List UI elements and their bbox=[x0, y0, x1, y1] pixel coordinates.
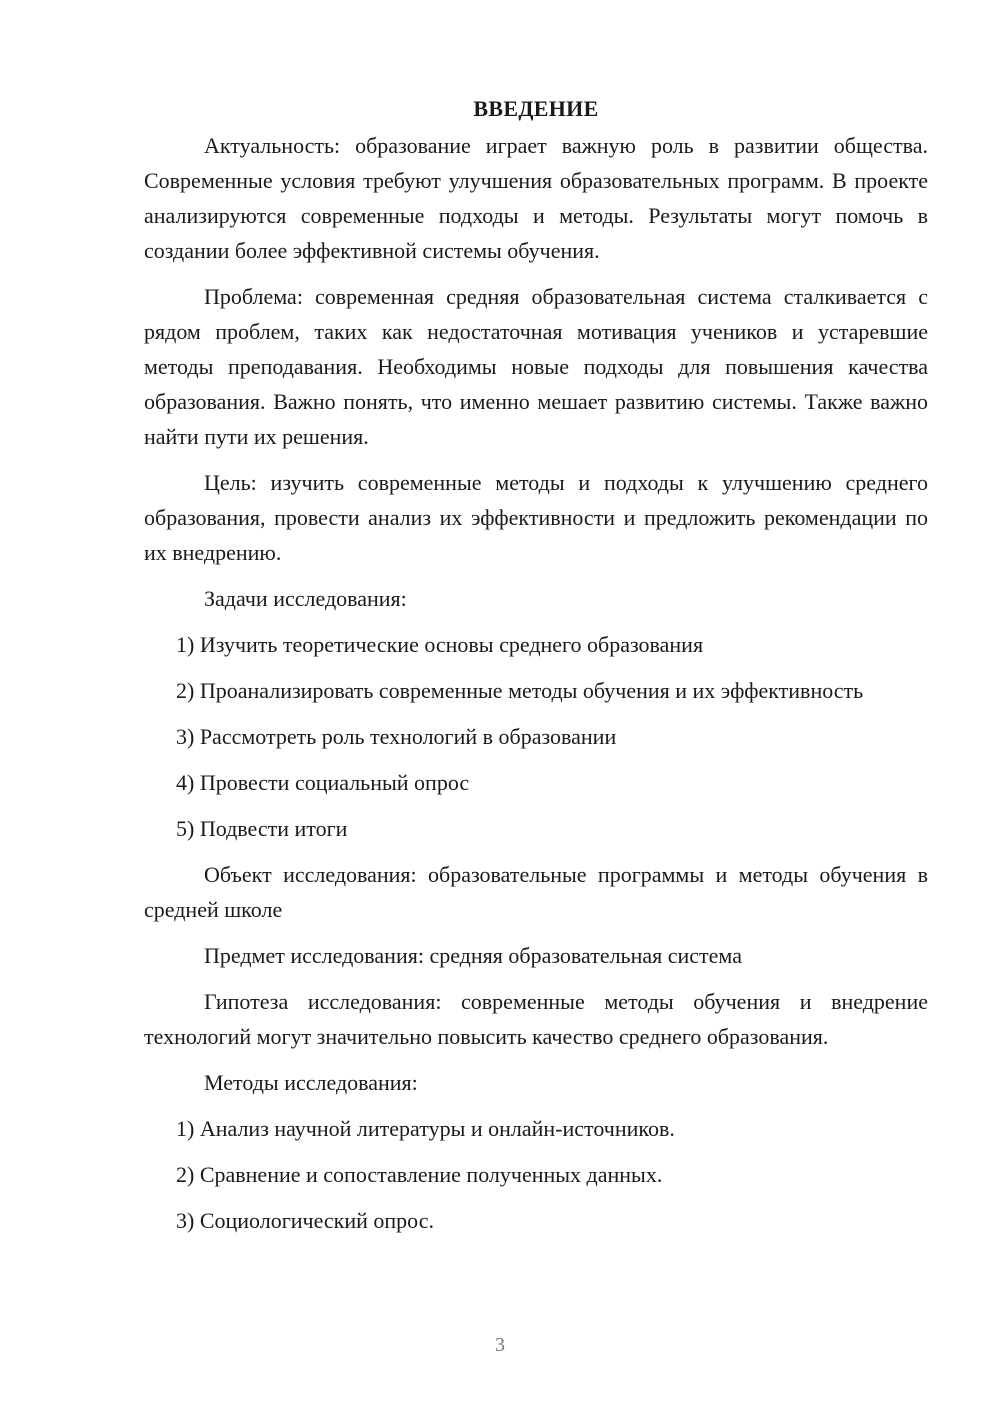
task-item: 4) Провести социальный опрос bbox=[176, 770, 470, 795]
page-number: 3 bbox=[495, 1334, 505, 1356]
paragraph-hypothesis: Гипотеза исследования: современные методы обучения и внедрение технологий могут значительно повысить качество среднего образования. bbox=[144, 989, 928, 1049]
method-item: 1) Анализ научной литературы и онлайн-источников. bbox=[176, 1116, 675, 1141]
method-item: 3) Социологический опрос. bbox=[176, 1208, 434, 1233]
paragraph-subject: Предмет исследования: средняя образовательная система bbox=[204, 943, 742, 968]
document-page bbox=[144, 92, 928, 1249]
task-item: 5) Подвести итоги bbox=[176, 816, 348, 841]
tasks-heading: Задачи исследования: bbox=[204, 586, 407, 611]
paragraph-problem: Проблема: современная средняя образовательная система сталкивается с рядом проблем, таких как недостаточная мотивация учеников и устаревшие методы преподавания. Необходимы новые подходы для повышения качества образования. Важно понять, что именно мешает развитию системы. Также важно найти пути их решения. bbox=[144, 284, 928, 449]
paragraph-goal: Цель: изучить современные методы и подходы к улучшению среднего образования, провести анализ их эффективности и предложить рекомендации по их внедрению. bbox=[144, 470, 928, 565]
method-item: 2) Сравнение и сопоставление полученных данных. bbox=[176, 1162, 663, 1187]
task-item: 2) Проанализировать современные методы обучения и их эффективность bbox=[176, 678, 864, 703]
task-item: 1) Изучить теоретические основы среднего образования bbox=[176, 632, 704, 657]
section-title: ВВЕДЕНИЕ bbox=[473, 96, 599, 121]
methods-heading: Методы исследования: bbox=[204, 1070, 418, 1095]
paragraph-object: Объект исследования: образовательные программы и методы обучения в средней школе bbox=[144, 862, 928, 922]
paragraph-relevance: Актуальность: образование играет важную роль в развитии общества. Современные условия требуют улучшения образовательных программ. В проекте анализируются современные подходы и методы. Результаты могут помочь в создании более эффективной системы обучения. bbox=[144, 133, 928, 263]
task-item: 3) Рассмотреть роль технологий в образовании bbox=[176, 724, 617, 749]
